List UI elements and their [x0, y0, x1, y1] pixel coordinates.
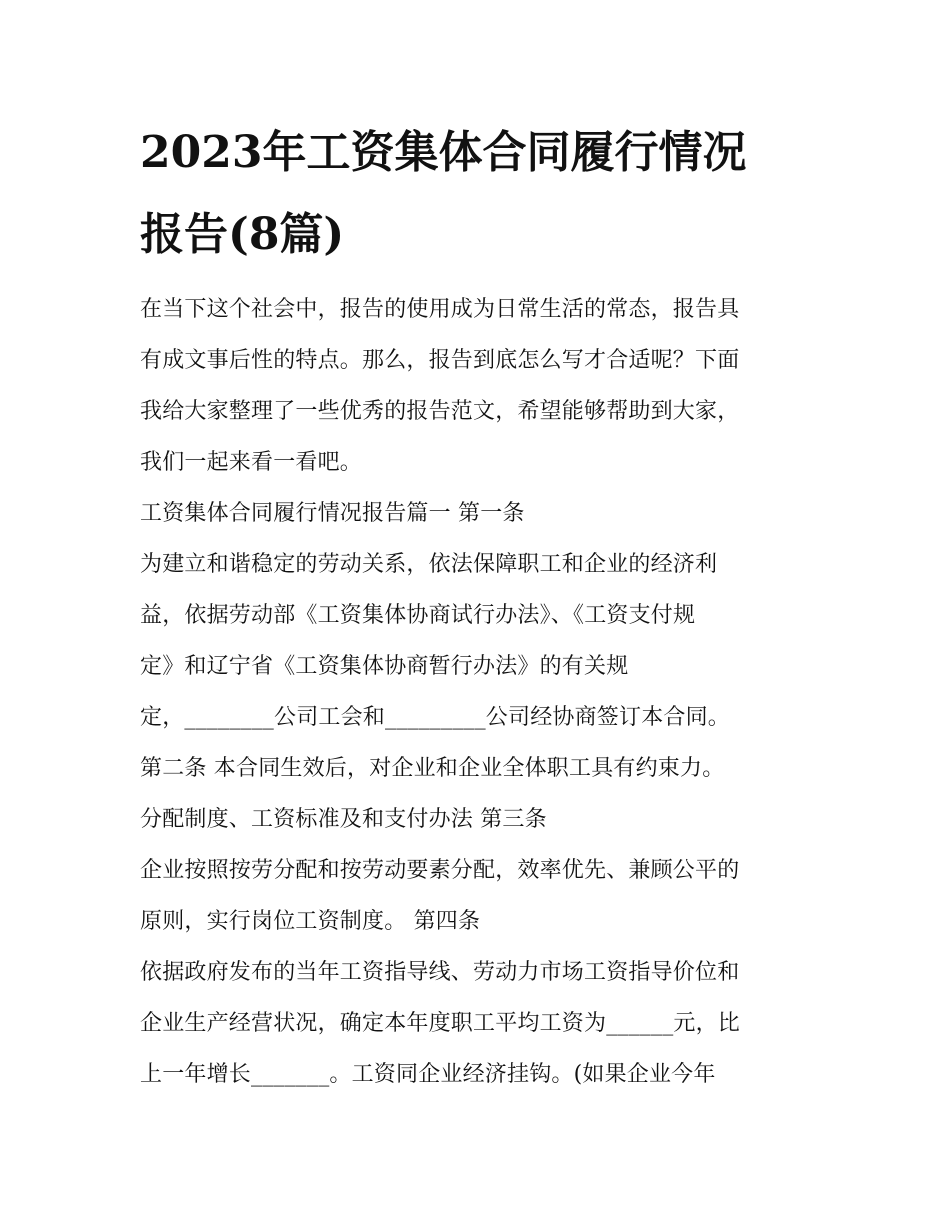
body-line: 企业生产经营状况，确定本年度职工平均工资为______元，比 — [140, 1011, 741, 1036]
body-line: 定》和辽宁省《工资集体协商暂行办法》的有关规 — [140, 654, 629, 679]
body-line: 为建立和谐稳定的劳动关系，依法保障职工和企业的经济利 — [140, 552, 718, 577]
body-line: 在当下这个社会中，报告的使用成为日常生活的常态，报告具 — [140, 297, 740, 322]
document-page — [140, 112, 820, 1100]
body-line: 定，________公司工会和_________公司经协商签订本合同。 — [140, 705, 731, 730]
body-line: 原则，实行岗位工资制度。 第四条 — [140, 909, 481, 934]
body-line: 有成文事后性的特点。那么，报告到底怎么写才合适呢？下面 — [140, 348, 740, 373]
title-line-2: 报告(8篇) — [140, 209, 345, 260]
body-line: 我给大家整理了一些优秀的报告范文，希望能够帮助到大家， — [140, 399, 740, 424]
body-line: 益，依据劳动部《工资集体协商试行办法》、《工资支付规 — [140, 603, 696, 628]
body-line: 分配制度、工资标准及和支付办法 第三条 — [140, 807, 547, 832]
body-line: 我们一起来看一看吧。 — [140, 450, 363, 475]
document-body — [140, 284, 820, 1100]
body-line: 第二条 本合同生效后，对企业和企业全体职工具有约束力。 — [140, 756, 725, 781]
title-line-1: 2023年工资集体合同履行情况 — [140, 127, 747, 178]
document-title — [140, 112, 820, 276]
section-heading: 工资集体合同履行情况报告篇一 第一条 — [140, 501, 525, 526]
body-line: 上一年增长_______。工资同企业经济挂钩。(如果企业今年 — [140, 1062, 716, 1087]
body-line: 依据政府发布的当年工资指导线、劳动力市场工资指导价位和 — [140, 960, 740, 985]
body-line: 企业按照按劳分配和按劳动要素分配，效率优先、兼顾公平的 — [140, 858, 740, 883]
